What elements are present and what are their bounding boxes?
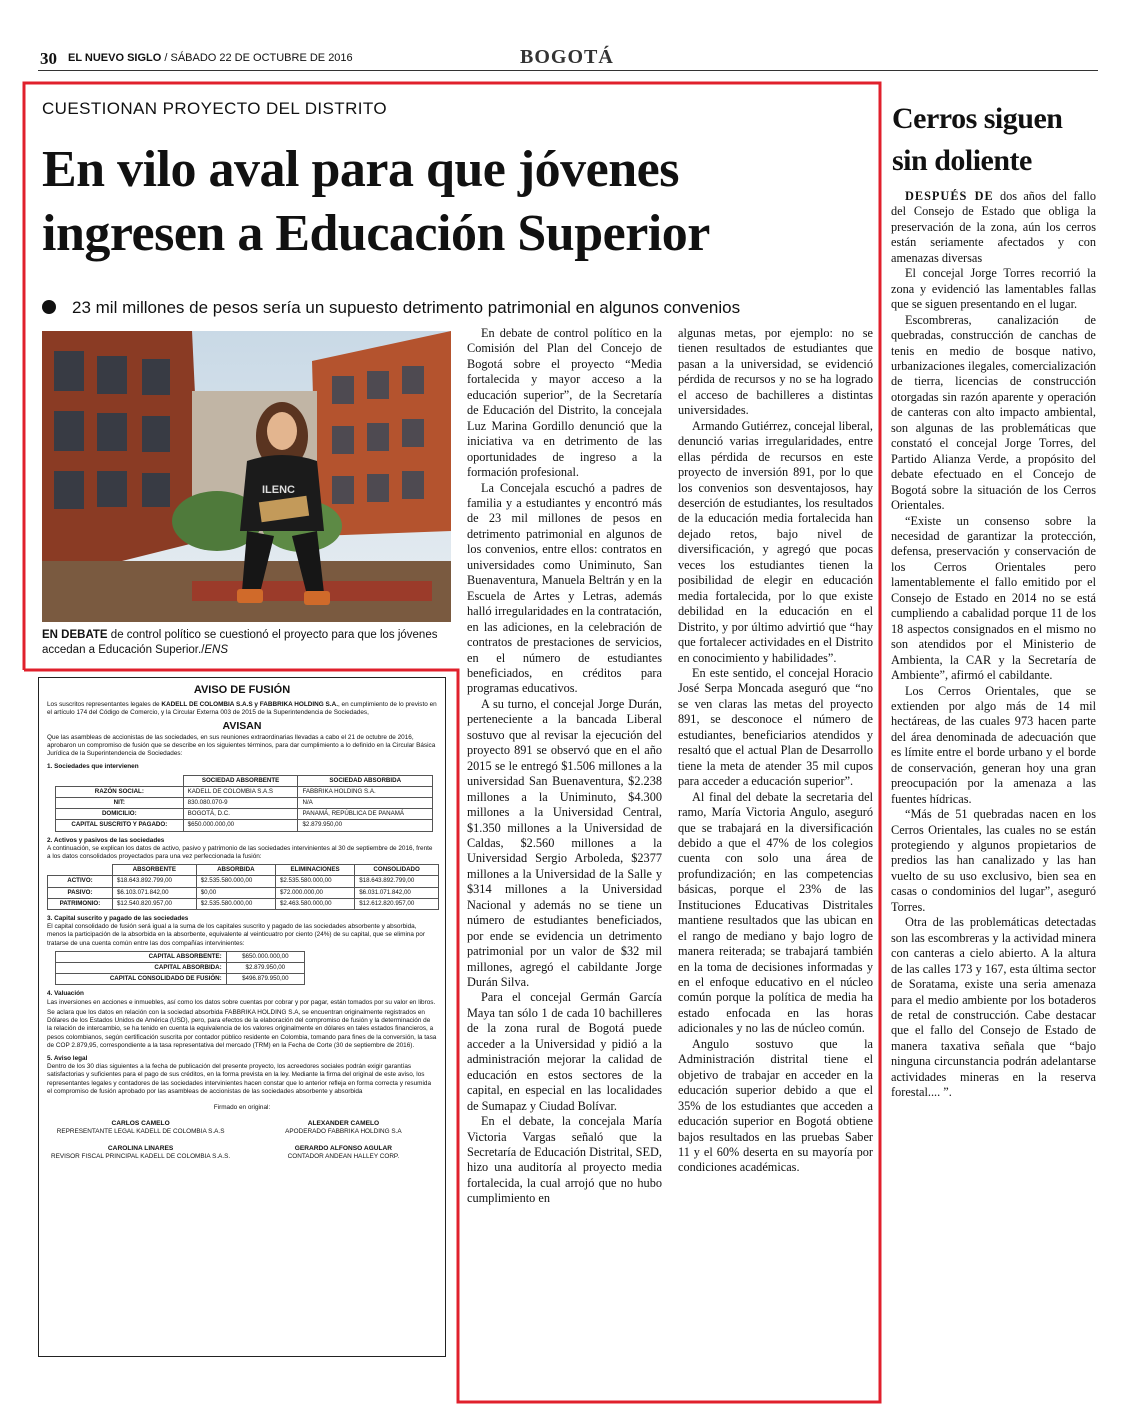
paragraph: “Existe un consenso sobre la necesidad de garantizar la protección, defensa, preservación y conservación de los Cerros Orientales pero lamentablemente el fallo emitido por el Consejo de Estado en 2014 no se está cumpliendo a cabalidad porque 11 de los 18 aspectos consignados en el mismo no son atendidos por el Ministerio de Ambienta, la CAR y la Secretaría de Ambiente”, afirmó el cabildante. bbox=[891, 513, 1096, 683]
paragraph: En el debate, la concejala María Victoria Vargas señaló que la Secretaría de Educación Distrital, SED, hizo una auditoría al proyecto media fortalecida, la cual arrojó que no hubo cumplimiento en bbox=[467, 1114, 662, 1206]
paragraph: A su turno, el concejal Jorge Durán, perteneciente a la bancada Liberal sostuvo que al revisar la ejecución del proyecto 891 se observó que en el año 2015 se le entregó $1.506 millones a la universidad San Buenaventura, $2.238 millones a la Uniminuto, $4.300 millones a la Universidad Central, $1.350 millones a la Universidad de Caldas, $2.560 millones a la Universidad Sergio Arboleda, $2377 millones a la Universidad de la Salle y $314 millones a la Universidad Nacional y además no se tiene un número de estudiantes beneficiados, por ende se evidencia un detrimento patrimonial por un valor de $32 mil millones, agregó el cabildante Jorge Durán Silva. bbox=[467, 696, 662, 990]
table-cell: $650.000.000,00 bbox=[183, 820, 298, 831]
notice-paragraph: A continuación, se explican los datos de activo, pasivo y patrimonio de las sociedades intervinientes al 30 de septiembre de 2016, frente a los datos consolidados proyectados para una vez perfeccionada la fusión: bbox=[47, 844, 433, 861]
table-row bbox=[56, 974, 305, 985]
signer-name: CAROLINA LINARES bbox=[107, 1144, 174, 1152]
signed-label: Firmado en original: bbox=[213, 1103, 271, 1111]
article-headline: En vilo aval para que jóvenes ingresen a Educación Superior bbox=[42, 141, 710, 262]
merger-notice bbox=[38, 677, 446, 1357]
capital-table bbox=[55, 951, 305, 986]
table-cell: $12.540.820.957,00 bbox=[112, 898, 196, 909]
table-cell: $2.535.580.000,00 bbox=[196, 898, 275, 909]
paragraph: Al final del debate la secretaria del ramo, María Victoria Angulo, aseguró que se trabajará en la diversificación debido a que el 47% de los colegios cuenta con solo una área de profundización; en las competencias básicas, porque el 23% de las Instituciones Educativas Distritales mantiene resultados que las ubican en el rango de mediano y bajo logro de manera reiterada; se trabajará también en la toma de decisiones informadas y en el enfoque educativo en el núcleo común porque la política de media ha estado enfocada en las horas adicionales y no las de núcleo común. bbox=[678, 789, 873, 1036]
notice-avisan: AVISAN bbox=[222, 719, 262, 732]
paragraph: algunas metas, por ejemplo: no se tienen resultados de estudiantes que pasan a la universidad, se evidenció pérdida de recursos y no se ha logrado el acceso de bachilleres a distintas universidades. bbox=[678, 326, 873, 418]
notice-paragraph: El capital consolidado de fusión será igual a la suma de los capitales suscrito y pagado de las sociedades absorbente y absorbida, menos la participación de la absorbida en la absorbente, equivalente al veinticuatro por ciento (24%) de su capital, que se elimina por tratarse de una cuenta común entre las dos compañías intervinientes: bbox=[47, 923, 425, 947]
signature-block bbox=[250, 1120, 437, 1136]
signer-name: ALEXANDER CAMELO bbox=[307, 1120, 380, 1128]
paragraph: Los Cerros Orientales, que se extienden por algo más de 14 mil hectáreas, de las cuales 973 hacen parte del área denominada de adecuación que es límite entre el borde urbano y el borde de conservación, generan hoy una gran preocupación por la amenaza a las fuentes hídricas. bbox=[891, 683, 1096, 806]
side-story-title: Cerros siguen sin doliente bbox=[892, 102, 1063, 177]
section-heading: 1. Sociedades que intervienen bbox=[47, 763, 139, 771]
paragraph bbox=[891, 189, 1096, 266]
table-cell: CAPITAL ABSORBIDA: bbox=[56, 963, 227, 974]
table-cell: $650.000.000,00 bbox=[226, 951, 304, 962]
table-cell: $18.643.892.799,00 bbox=[355, 876, 439, 887]
table-cell: $2.463.580.000,00 bbox=[275, 898, 354, 909]
table-cell: KADELL DE COLOMBIA S.A.S bbox=[183, 786, 298, 797]
table-row bbox=[56, 786, 433, 797]
intro-text: , en cumplimiento de lo previsto en el artículo 174 del Código de Comercio, y la Circular Externa 003 de 2015 de la Superintendencia de Sociedades, bbox=[47, 701, 437, 717]
signature-block bbox=[250, 1145, 437, 1161]
paragraph: La Concejala escuchó a padres de familia y a estudiantes y encontró más de 23 mil millones de pesos en detrimento patrimonial en algunos de los convenios, entre ellos: contratos en universidades como Uniminuto, San Buenaventura, Manuela Beltrán y en la Escuela de Artes y Letras, además halló irregularidades en la contratación, en las adiciones, en la celebración de contratos de prestaciones de servicios, en el número de estudiantes beneficiados, en créditos para programas educativos. bbox=[467, 480, 662, 696]
table-cell: $6.103.071.842,00 bbox=[112, 887, 196, 898]
table-cell: RAZÓN SOCIAL: bbox=[56, 786, 184, 797]
table-cell: NIT: bbox=[56, 798, 184, 809]
paragraph-text: dos años del fallo del Consejo de Estado que obliga la preservación de la zona, aún los cerros están seriamente afectados y con amenazas diversas bbox=[891, 189, 1096, 265]
company-names: KADELL DE COLOMBIA S.A.S y FABBRIKA HOLDING S.A. bbox=[161, 701, 338, 709]
table-cell: FABBRIKA HOLDING S.A. bbox=[298, 786, 433, 797]
header-rule bbox=[38, 70, 1098, 71]
paragraph: Para el concejal Germán García Maya tan sólo 1 de cada 10 bachilleres de la zona rural de Bogotá puede acceder a la Universidad y pidió a la administración mejorar la calidad de educación en estos sectores de la capital, en especial en las localidades de Sumapaz y Ciudad Bolívar. bbox=[467, 990, 662, 1113]
column-divider bbox=[880, 100, 881, 1400]
table-row bbox=[56, 820, 433, 831]
signer-name: GERARDO ALFONSO AGULAR bbox=[294, 1144, 393, 1152]
table-header: ABSORBENTE bbox=[112, 865, 196, 876]
table-header: CONSOLIDADO bbox=[355, 865, 439, 876]
notice-paragraph: Que las asambleas de accionistas de las sociedades, en sus reuniones extraordinarias llevadas a cabo el 21 de octubre de 2016, aprobaron un compromiso de fusión que se describe en los siguientes términos, para dar cumplimiento a lo definido en la Circular Básica Jurídica de la Superintendencia de Sociedades: bbox=[47, 733, 436, 758]
publication-line bbox=[68, 52, 353, 64]
article-kicker: CUESTIONAN PROYECTO DEL DISTRITO bbox=[42, 99, 387, 118]
paragraph: En debate de control político en la Comisión del Plan del Concejo de Bogotá sobre el proyecto “Media fortalecida y mayor acceso a la educación superior”, de la Secretaría de Educación del Distrito, la concejala Luz Marina Gordillo denunció que la iniciativa va en detrimento de las oportunidades de ingreso a la formación profesional. bbox=[467, 326, 662, 480]
table-cell: $18.643.892.799,00 bbox=[112, 876, 196, 887]
table-row bbox=[56, 963, 305, 974]
table-header: ELIMINACIONES bbox=[275, 865, 354, 876]
companies-table bbox=[55, 775, 433, 832]
table-row bbox=[56, 809, 433, 820]
table-cell: $0,00 bbox=[196, 887, 275, 898]
section-heading: 2. Activos y pasivos de las sociedades bbox=[47, 836, 165, 844]
paragraph: “Más de 51 quebradas nacen en los Cerros Orientales, las cuales no se están protegiendo y algunos propietarios de predios las han canalizado y las han vuelto de su uso exclusivo, bien sea en casas o condominios del lugar”, aseguró Torres. bbox=[891, 807, 1096, 914]
signer-role: REPRESENTANTE LEGAL KADELL DE COLOMBIA S.A.S bbox=[56, 1128, 225, 1136]
table-cell: $496.879.950,00 bbox=[226, 974, 304, 985]
notice-intro bbox=[47, 701, 437, 717]
intro-text: Los suscritos representantes legales de bbox=[47, 701, 162, 709]
signature-block bbox=[47, 1120, 234, 1136]
paragraph: Otra de las problemáticas detectadas son las escombreras y la actividad minera con canteras a cielo abierto. A la altura de las calles 173 y 167, esta última sector de Soratama, existe una seria amenaza para el medio ambiente por los botaderos de retal de construcción. Cabe destacar que el fallo del Consejo de Estado de manera taxativa señala que “bajo ninguna circunstancia podrán adelantarse actividades mineras en la reserva forestal.... ”. bbox=[891, 915, 1096, 1100]
paragraph: El concejal Jorge Torres recorrió la zona y evidenció las lamentables fallas que se siguen presentando en el lugar. bbox=[891, 266, 1096, 312]
caption-text: de control político se cuestionó el proyecto para que los jóvenes accedan a Educación Superior./ bbox=[42, 629, 438, 656]
table-cell: PATRIMONIO: bbox=[48, 898, 113, 909]
signature-row bbox=[47, 1145, 437, 1161]
article-column-1 bbox=[467, 326, 662, 1207]
table-row bbox=[56, 798, 433, 809]
table-header bbox=[56, 775, 184, 786]
signer-role: CONTADOR ANDEAN HALLEY CORP. bbox=[287, 1152, 400, 1160]
table-cell: $72.000.000,00 bbox=[275, 887, 354, 898]
caption-lead: EN DEBATE bbox=[42, 629, 108, 641]
table-cell: ACTIVO: bbox=[48, 876, 113, 887]
table-cell: BOGOTÁ, D.C. bbox=[183, 809, 298, 820]
table-cell: $2.879.950,00 bbox=[298, 820, 433, 831]
notice-paragraph: Se aclara que los datos en relación con la sociedad absorbida FABBRIKA HOLDING S.A, se encuentran originalmente registrados en Dólares de los Estados Unidos de América (USD), pero, para efectos de la elaboración del compromiso de fusión y la determinación de la relación de intercambio, se ha tenido en cuenta la equivalencia de los valores originalmente en dólares en tales estados financieros, a pesos colombianos, según certificación suscrita por contador público residente en Colombia, tomando para fines de la conversión, la tasa de COP 2.879,95, correspondiente a la tasa representativa del mercado (TRM) en la Fecha de Corte (30 de septiembre de 2016). bbox=[47, 1008, 437, 1049]
table-header: ABSORBIDA bbox=[196, 865, 275, 876]
table-cell: $2.535.580.000,00 bbox=[196, 876, 275, 887]
article-photo bbox=[42, 331, 451, 622]
photo-credit: ENS bbox=[204, 644, 229, 656]
table-cell: 830.080.070-9 bbox=[183, 798, 298, 809]
table-cell: $12.612.820.957,00 bbox=[355, 898, 439, 909]
notice-title: AVISO DE FUSIÓN bbox=[193, 684, 291, 696]
table-cell: DOMICILIO: bbox=[56, 809, 184, 820]
table-header: SOCIEDAD ABSORBENTE bbox=[183, 775, 298, 786]
table-row bbox=[56, 951, 305, 962]
assets-table bbox=[47, 864, 439, 910]
signer-name: CARLOS CAMELO bbox=[111, 1120, 170, 1128]
photo-caption bbox=[42, 628, 454, 658]
bullet-icon bbox=[42, 300, 56, 314]
side-story-body bbox=[891, 189, 1096, 1101]
paragraph: Angulo sostuvo que la Administración distrital tiene el objetivo de trabajar en acceder en la educación superior debido a que el 35% de los estudiantes que acceden a educación superior en Bogotá obtiene bajos resultados en las pruebas Saber 11 y el 60% deserta en su mayoría por condiciones académicas. bbox=[678, 1036, 873, 1175]
table-cell: CAPITAL ABSORBENTE: bbox=[56, 951, 227, 962]
table-cell: $2.879.950,00 bbox=[226, 963, 304, 974]
table-cell: $6.031.071.842,00 bbox=[355, 887, 439, 898]
article-column-2 bbox=[678, 326, 873, 1176]
table-cell: $2.535.580.000,00 bbox=[275, 876, 354, 887]
table-cell: N/A bbox=[298, 798, 433, 809]
paragraph: Escombreras, canalización de quebradas, construcción de canchas de tenis en medio de bosque nativo, urbanizaciones ilegales, comercialización de tierra, licencias de construcción otorgadas sin razón aparente y operación de canteras con alto impacto ambiental, son algunas de las problemáticas que constató el concejal Jorge Torres, del Partido Alianza Verde, a propósito del debate efectuado en el Concejo de Bogotá sobre la situación de los Cerros Orientales. bbox=[891, 312, 1096, 513]
signer-role: REVISOR FISCAL PRINCIPAL KADELL DE COLOMBIA S.A.S. bbox=[50, 1152, 231, 1160]
table-cell: CAPITAL CONSOLIDADO DE FUSIÓN: bbox=[56, 974, 227, 985]
table-row bbox=[48, 898, 439, 909]
table-row bbox=[48, 876, 439, 887]
table-header: SOCIEDAD ABSORBIDA bbox=[298, 775, 433, 786]
section-heading: 5. Aviso legal bbox=[47, 1054, 88, 1062]
publication-date: / SÁBADO 22 DE OCTUBRE DE 2016 bbox=[164, 52, 353, 64]
shirt-text: ILENC bbox=[262, 484, 295, 496]
publication-name: EL NUEVO SIGLO bbox=[68, 52, 162, 64]
section-heading: 4. Valuación bbox=[47, 990, 84, 998]
table-header bbox=[48, 865, 113, 876]
article-subheadline-row bbox=[42, 298, 740, 318]
signature-row bbox=[47, 1120, 437, 1136]
notice-paragraph: Las inversiones en acciones e inmuebles, así como los datos sobre cuentas por cobrar y por pagar, están tomados por su valor en libros. bbox=[47, 998, 436, 1006]
lead-in: DESPUÉS DE bbox=[905, 189, 994, 203]
paragraph: Armando Gutiérrez, concejal liberal, denunció varias irregularidades, entre ellas pérdida de recursos en este proyecto de inversión 891, por lo que los convenios son desventajosos, hay deserción de estudiantes, los resultados de la educación media fortalecida han dejado retos, bajo nivel de diversificación, y agregó que pocas veces los estudiantes tienen la posibilidad de elegir en educación media fortalecida, por lo que existe debilidad en la educación en el Distrito, y por último advirtió que “hay que fortalecer actividades en el Distrito en conocimiento y habilidades”. bbox=[678, 418, 873, 665]
signer-role: APODERADO FABBRIKA HOLDING S.A bbox=[285, 1128, 402, 1136]
page-number: 30 bbox=[40, 49, 57, 68]
signature-block bbox=[47, 1145, 234, 1161]
student-reading-photo bbox=[42, 331, 451, 622]
notice-paragraph: Dentro de los 30 días siguientes a la fecha de publicación del presente proyecto, los acreedores sociales podrán exigir garantías satisfactorias y suficientes para el pago de sus créditos, en la forma prevista en la ley. Mediante la firma del original de este aviso, los representantes legales y contadores de las sociedades intervinientes hacen constar que lo anterior refleja en forma correcta y resumida el compromiso de fusión aprobado por las asambleas de accionistas de las sociedades absorbente y absorbida bbox=[47, 1063, 432, 1095]
table-cell: PANAMÁ, REPÚBLICA DE PANAMÁ bbox=[298, 809, 433, 820]
paragraph: En este sentido, el concejal Horacio José Serpa Moncada aseguró que “no se ven claras las metas del proyecto 891, se desconoce el número de estudiantes, beneficiarios atendidos y resaltó que el actual Plan de Desarrollo tiene la meta de atender 35 mil cupos para acceder a educación superior”. bbox=[678, 665, 873, 789]
article-subheadline: 23 mil millones de pesos sería un supuesto detrimento patrimonial en algunos convenios bbox=[72, 298, 741, 317]
table-cell: CAPITAL SUSCRITO Y PAGADO: bbox=[56, 820, 184, 831]
table-row bbox=[48, 887, 439, 898]
section-heading: 3. Capital suscrito y pagado de las sociedades bbox=[47, 915, 189, 923]
section-name: BOGOTÁ bbox=[520, 46, 614, 68]
table-cell: PASIVO: bbox=[48, 887, 113, 898]
